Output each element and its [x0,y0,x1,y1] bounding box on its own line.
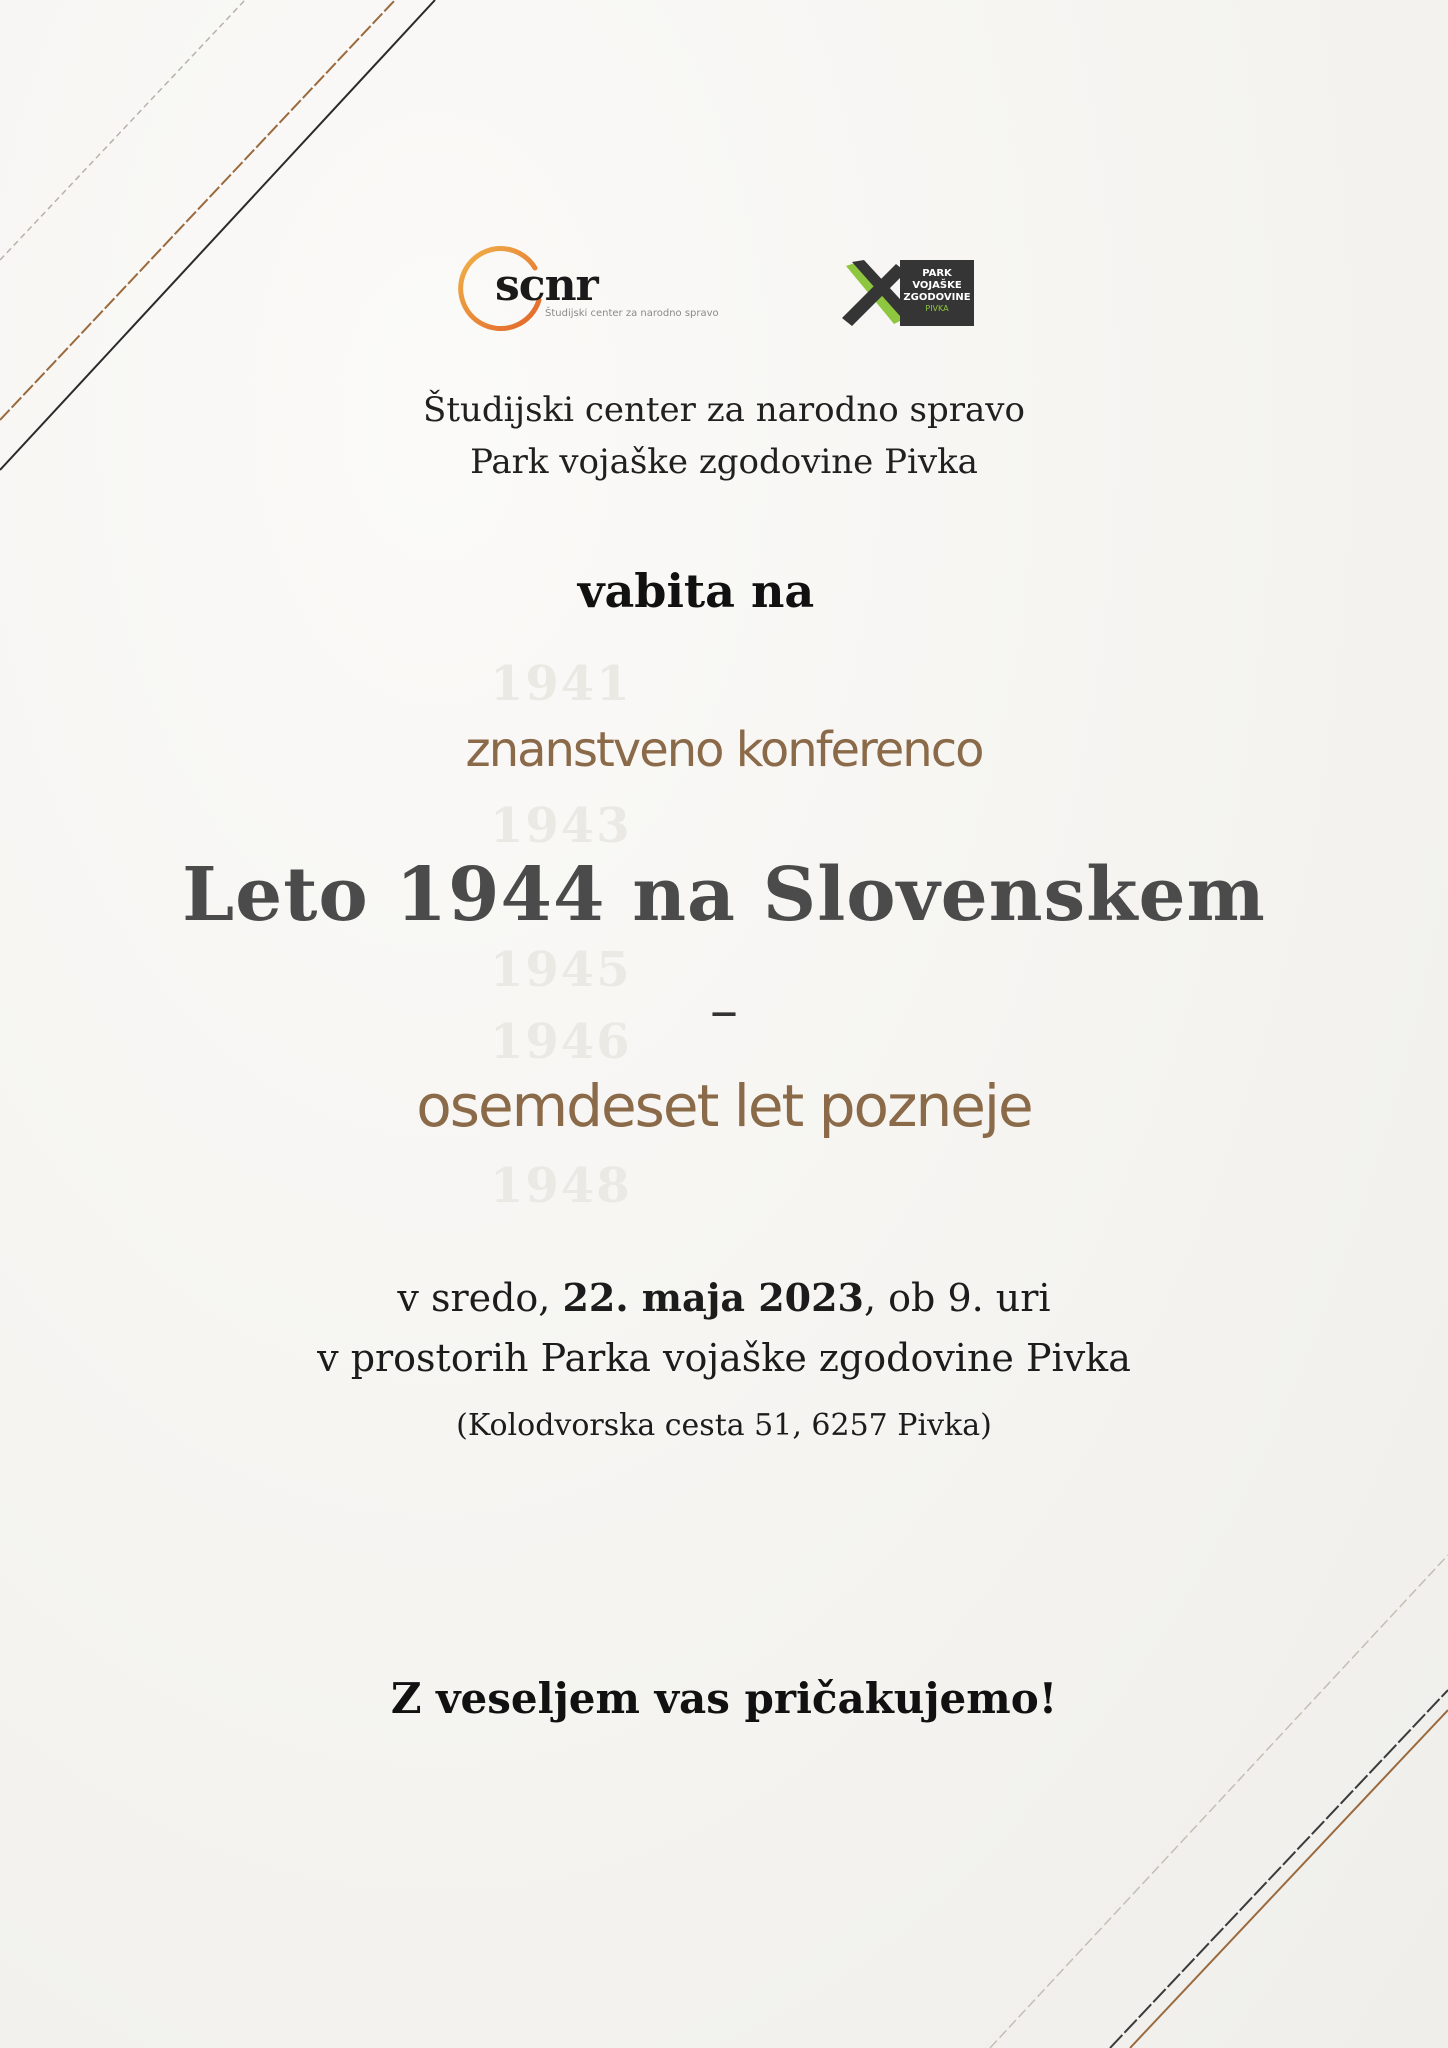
deco-line-bottom-1 [990,1555,1448,2048]
closing-line: Z veseljem vas pričakujemo! [390,1674,1058,1723]
organizer-1: Študijski center za narodno spravo [423,390,1025,430]
date-prefix: v sredo, [397,1276,563,1320]
event-title: Leto 1944 na Slovenskem [182,852,1266,938]
ghost-year-5: 1948 [490,1158,632,1214]
event-details [0,1268,1448,1388]
event-venue: v prostorih Parka vojaške zgodovine Pivka [317,1336,1131,1380]
date-suffix: , ob 9. uri [864,1276,1051,1320]
deco-line-top-2 [0,0,395,420]
organizer-2: Park vojaške zgodovine Pivka [470,442,978,482]
ghost-year-1: 1941 [490,656,632,712]
date-bold: 22. maja 2023 [562,1275,865,1320]
scnr-wordmark: scnr [495,260,598,311]
title-dash: – [710,978,738,1043]
deco-line-top-1 [0,0,245,260]
park-line-3: ZGODOVINE [903,292,971,303]
deco-line-bottom-2 [1110,1690,1448,2048]
park-line-4: PIVKA [925,304,949,313]
organizers [0,384,1448,488]
deco-line-bottom-3 [1130,1710,1448,2048]
park-logo-text [902,268,972,314]
event-type: znanstveno konferenco [465,722,983,778]
park-line-2: VOJAŠKE [912,280,962,291]
park-line-1: PARK [922,268,952,279]
ghost-year-4: 1946 [490,1014,632,1070]
invite-line: vabita na [577,564,815,618]
park-logo [840,260,975,328]
logo-row [0,238,1448,338]
scnr-logo [455,242,719,334]
event-date [0,1268,1448,1328]
ghost-year-3: 1945 [490,942,632,998]
ghost-year-2: 1943 [490,798,632,854]
event-address: (Kolodvorska cesta 51, 6257 Pivka) [456,1408,992,1443]
scnr-tagline: Študijski center za narodno spravo [545,308,719,319]
event-subtitle: osemdeset let pozneje [416,1072,1032,1140]
